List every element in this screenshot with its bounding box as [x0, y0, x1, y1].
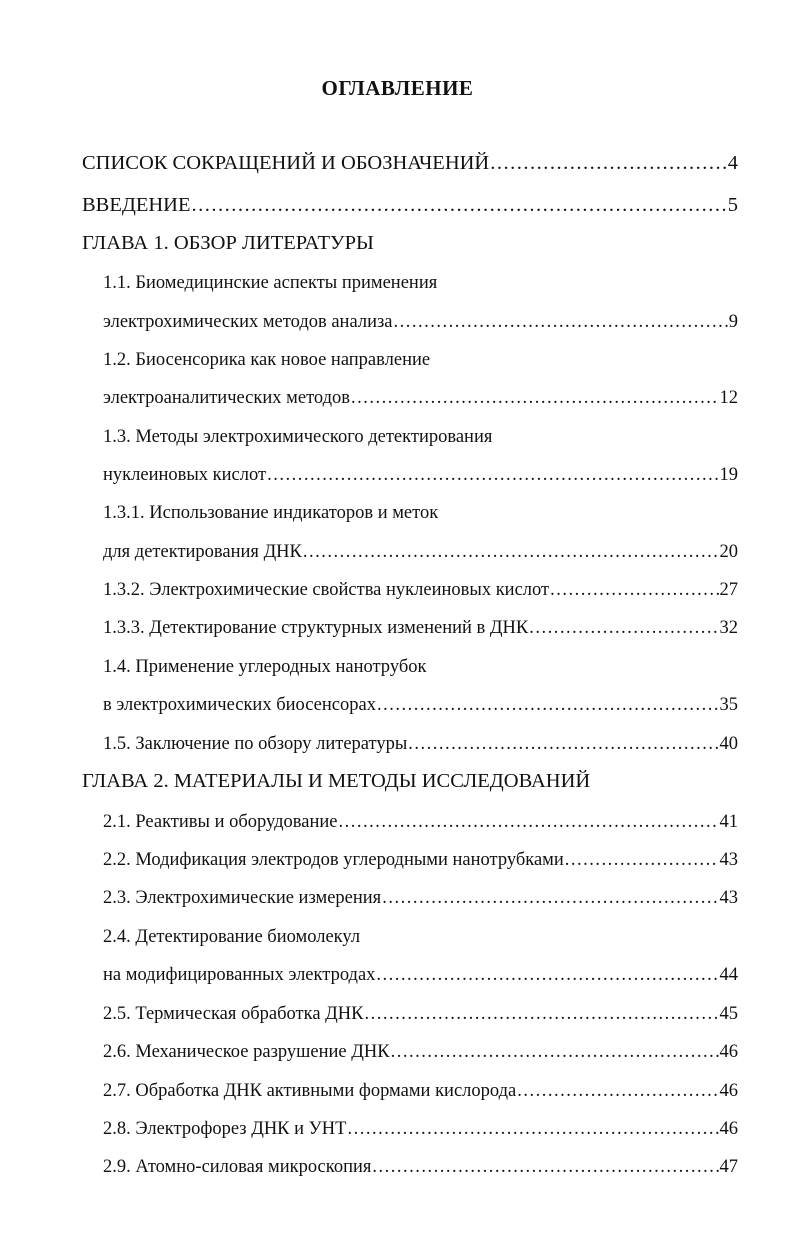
toc-section-1-4-line-2: в электрохимических биосенсорах ..... 35 — [103, 692, 738, 718]
toc-section-2-4-line-2: на модифицированных электродах ..... 44 — [103, 962, 738, 988]
toc-section-1-3-1-line-2: для детектирования ДНК ..... 20 — [103, 539, 738, 565]
toc-section-2-5: 2.5. Термическая обработка ДНК ..... 45 — [103, 1001, 738, 1027]
toc-section-1-3-line-1: 1.3. Методы электрохимического детектирования — [103, 427, 493, 447]
toc-section-2-6: 2.6. Механическое разрушение ДНК ..... 46 — [103, 1039, 738, 1065]
toc-section-2-2: 2.2. Модификация электродов углеродными нанотрубками ..... 43 — [103, 847, 738, 873]
toc-section-2-7: 2.7. Обработка ДНК активными формами кислорода ..... 46 — [103, 1078, 738, 1104]
toc-section-1-3-line-2: нуклеиновых кислот ..... 19 — [103, 462, 738, 488]
toc-entry-abbreviations: СПИСОК СОКРАЩЕНИЙ И ОБОЗНАЧЕНИЙ ..... 4 — [82, 150, 738, 176]
toc-chapter-1-heading: ГЛАВА 1. ОБЗОР ЛИТЕРАТУРЫ — [82, 232, 374, 254]
toc-section-1-3-2: 1.3.2. Электрохимические свойства нуклеиновых кислот ..... 27 — [103, 577, 738, 603]
toc-section-2-9: 2.9. Атомно-силовая микроскопия ..... 47 — [103, 1154, 738, 1180]
toc-section-1-1-line-1: 1.1. Биомедицинские аспекты применения — [103, 273, 438, 293]
toc-section-1-3-3: 1.3.3. Детектирование структурных изменений в ДНК ..... 32 — [103, 615, 738, 641]
toc-chapter-2-heading: ГЛАВА 2. МАТЕРИАЛЫ И МЕТОДЫ ИССЛЕДОВАНИЙ — [82, 770, 591, 792]
toc-section-2-8: 2.8. Электрофорез ДНК и УНТ ..... 46 — [103, 1116, 738, 1142]
toc-title: ОГЛАВЛЕНИЕ — [321, 76, 474, 100]
toc-section-1-5: 1.5. Заключение по обзору литературы ..... 40 — [103, 731, 738, 757]
toc-section-1-2-line-1: 1.2. Биосенсорика как новое направление — [103, 350, 431, 370]
toc-section-1-4-line-1: 1.4. Применение углеродных нанотрубок — [103, 657, 427, 677]
toc-section-1-3-1-line-1: 1.3.1. Использование индикаторов и меток — [103, 503, 439, 523]
toc-section-2-4-line-1: 2.4. Детектирование биомолекул — [103, 927, 361, 947]
toc-section-2-3: 2.3. Электрохимические измерения ..... 43 — [103, 885, 738, 911]
toc-section-1-2-line-2: электроаналитических методов ..... 12 — [103, 385, 738, 411]
toc-entry-introduction: ВВЕДЕНИЕ ..... 5 — [82, 192, 738, 218]
toc-section-2-1: 2.1. Реактивы и оборудование ..... 41 — [103, 809, 738, 835]
toc-section-1-1-line-2: электрохимических методов анализа ..... 9 — [103, 309, 738, 335]
